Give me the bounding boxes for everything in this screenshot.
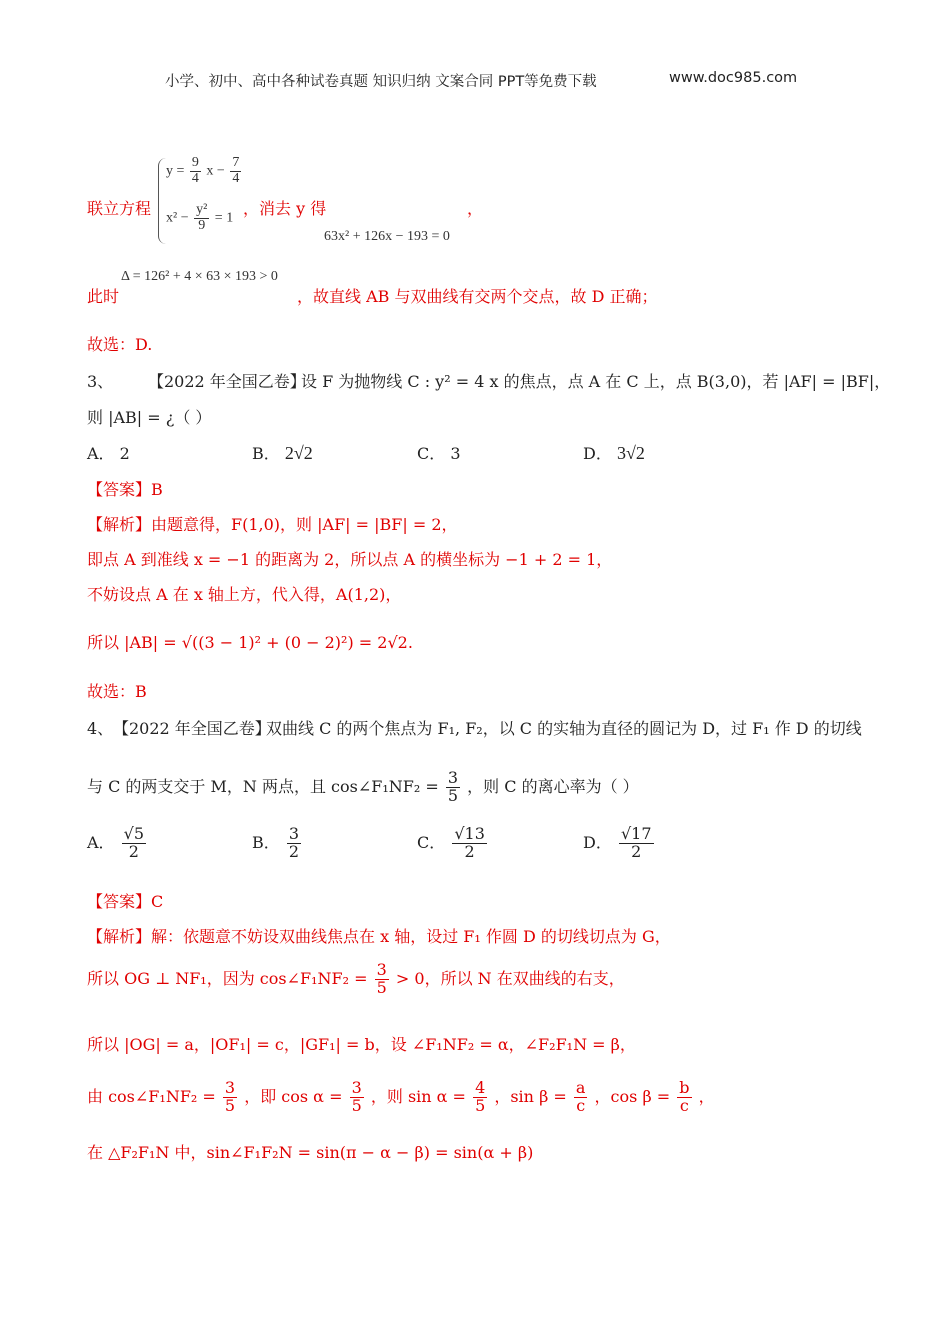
q3-option-b[interactable]: B． 2√2 [252,443,313,463]
q3-stem-line2: 则 |AB| = ¿（ ） [87,408,212,427]
q3-option-c[interactable]: C． 3 [417,444,461,463]
conclusion-text: ，故直线 AB 与双曲线有交两个交点，故 D 正确； [297,287,658,306]
q4-option-d[interactable]: D． $\frac{√17}{2}$ [583,824,652,861]
q4-solution-5: 在 △F₂F₁N 中，sin∠F₁F₂N = sin(π − α − β) = sin(α + β) [87,1143,534,1162]
equation-1: y = $\frac{9}{4}$ x − $\frac{7}{4}$ [166,155,240,186]
q3-stem-line1: 设 F 为抛物线 C : y² = 4 x 的焦点，点 A 在 C 上，点 B(3,0)，若 |AF| = |BF|， [301,372,891,391]
q3-solution-3: 不妨设点 A 在 x 轴上方，代入得，A(1,2)， [87,585,402,604]
q3-solution-2: 即点 A 到准线 x = −1 的距离为 2，所以点 A 的横坐标为 −1 + 2 = 1， [87,550,613,569]
q3-option-d[interactable]: D． 3√2 [583,443,645,463]
result-equation: 63x² + 126x − 193 = 0 [324,229,450,244]
intro-text: 联立方程 [87,199,152,218]
eliminate-text: ，消去 y 得 [243,199,327,218]
q3-number: 3、 [87,372,114,391]
q3-answer: 【答案】B [87,480,163,499]
q4-option-c[interactable]: C． $\frac{√13}{2}$ [417,824,485,861]
q4-solution-4: 由 cos∠F₁NF₂ = $\frac{3}{5}$ ，即 cos α = $\frac{3}{5}$ ，则 sin α = $\frac{4}{5}$ ，sin β = $\frac{a}{c}$ ，cos β = $\frac{b}{c}$ ， [87,1078,715,1115]
q3-option-a[interactable]: A． 2 [87,444,130,463]
q4-solution-2: 所以 OG ⊥ NF₁，因为 cos∠F₁NF₂ = $\frac{3}{5}$ > 0，所以 N 在双曲线的右支， [87,960,625,997]
header-text: 小学、初中、高中各种试卷真题 知识归纳 文案合同 PPT等免费下载 [165,74,597,90]
q4-answer: 【答案】C [87,892,164,911]
q4-stem-line1: 双曲线 C 的两个焦点为 F₁, F₂，以 C 的实轴为直径的圆记为 D，过 F₁ 作 D 的切线 [266,719,862,738]
q4-option-b[interactable]: B． $\frac{3}{2}$ [252,824,300,861]
q4-stem-line2: 与 C 的两支交于 M，N 两点，且 cos∠F₁NF₂ = $\frac{3}{5}$ ，则 C 的离心率为（ ） [87,768,639,805]
equation-2: x² − $\frac{\text{y²}}{9}$ = 1 [166,202,234,233]
q3-tag: 【2022 年全国乙卷】 [148,372,306,391]
comma: ， [467,199,484,218]
choose-d: 故选：D. [87,335,153,354]
q4-solution-3: 所以 |OG| = a，|OF₁| = c，|GF₁| = b，设 ∠F₁NF₂ = α，∠F₂F₁N = β， [87,1035,636,1054]
q4-tag: 【2022 年全国乙卷】 [113,719,271,738]
q3-choose: 故选：B [87,682,147,701]
q4-number: 4、 [87,719,114,738]
q3-solution-4: 所以 |AB| = √((3 − 1)² + (0 − 2)²) = 2√2. [87,633,413,652]
header-url[interactable]: www.doc985.com [669,70,798,86]
q4-solution-1: 【解析】解：依题意不妨设双曲线焦点在 x 轴，设过 F₁ 作圆 D 的切线切点为 G， [87,927,671,946]
q3-solution-1: 【解析】由题意得，F(1,0)，则 |AF| = |BF| = 2， [87,515,458,534]
delta-expression: Δ = 126² + 4 × 63 × 193 > 0 [121,269,278,284]
ci-shi-text: 此时 [87,287,120,306]
q4-option-a[interactable]: A． $\frac{√5}{2}$ [87,824,145,861]
